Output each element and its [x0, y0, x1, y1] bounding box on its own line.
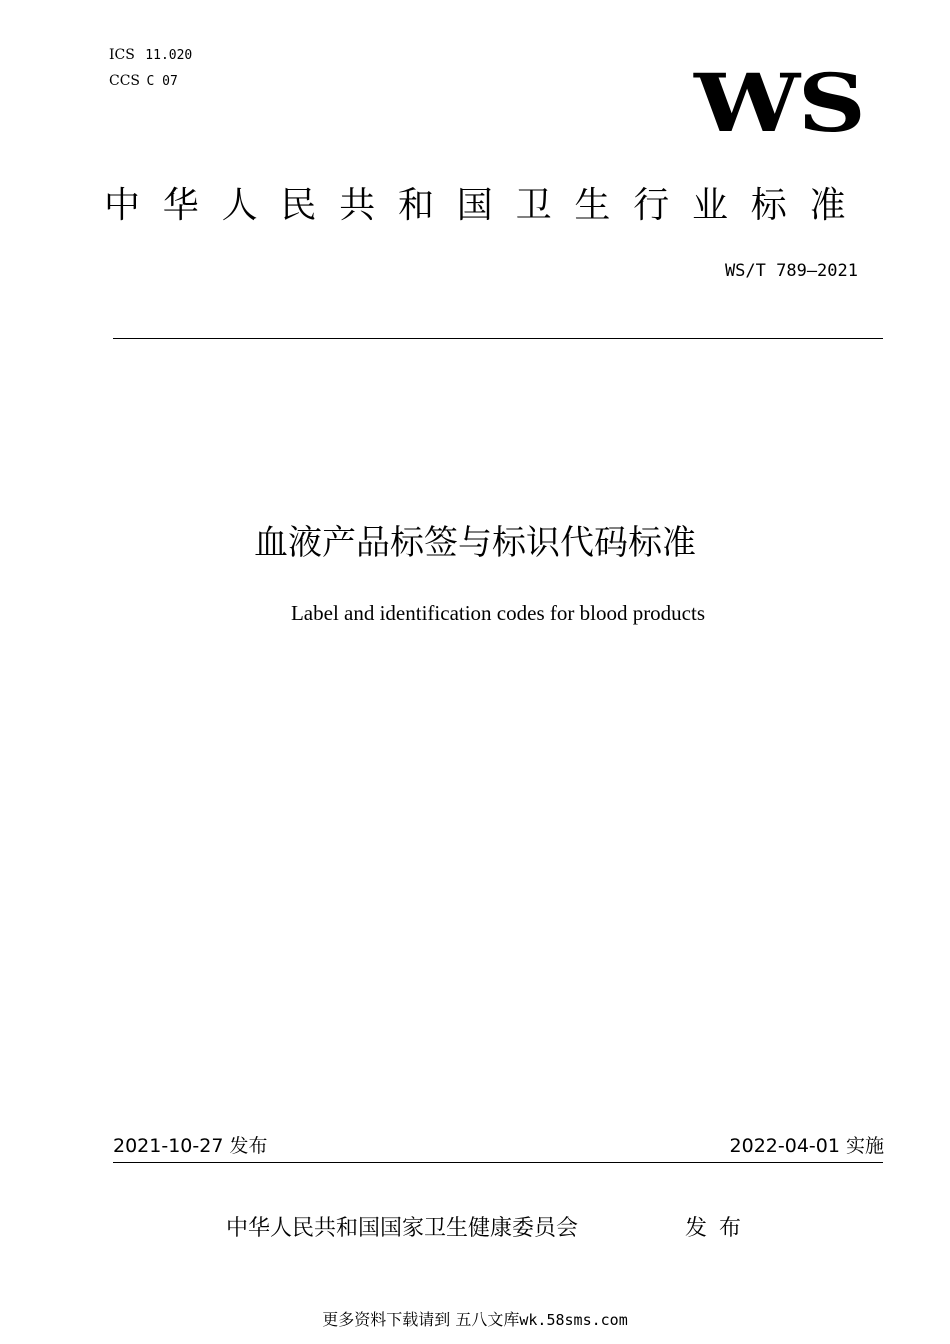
- bottom-divider: [113, 1162, 883, 1163]
- implementation-date: 2022-04-01 实施: [729, 1135, 884, 1157]
- ccs-label: CCS: [109, 73, 141, 89]
- issuing-authority: 中华人民共和国国家卫生健康委员会: [226, 1216, 579, 1241]
- top-divider: [113, 338, 883, 339]
- ics-label: ICS: [109, 47, 135, 63]
- issue-label: 发布: [685, 1216, 754, 1241]
- footer-note: [0, 1309, 950, 1331]
- footer-text: 更多资料下载请到 五八文库: [322, 1310, 520, 1329]
- ws-logo: WS: [694, 56, 864, 150]
- footer-url[interactable]: wk.58sms.com: [519, 1311, 628, 1329]
- document-title-cn: 血液产品标签与标识代码标准: [254, 523, 696, 563]
- publish-date: 2021-10-27 发布: [113, 1135, 268, 1157]
- ccs-value: C 07: [146, 74, 178, 89]
- ccs-code: [109, 72, 178, 91]
- ics-code: [109, 46, 192, 65]
- ics-value: 11.020: [145, 48, 193, 63]
- document-title-en: Label and identification codes for blood products: [290, 601, 706, 625]
- standard-category-title: 中华人民共和国卫生行业标准: [104, 185, 869, 226]
- standard-number: WS/T 789—2021: [724, 261, 858, 281]
